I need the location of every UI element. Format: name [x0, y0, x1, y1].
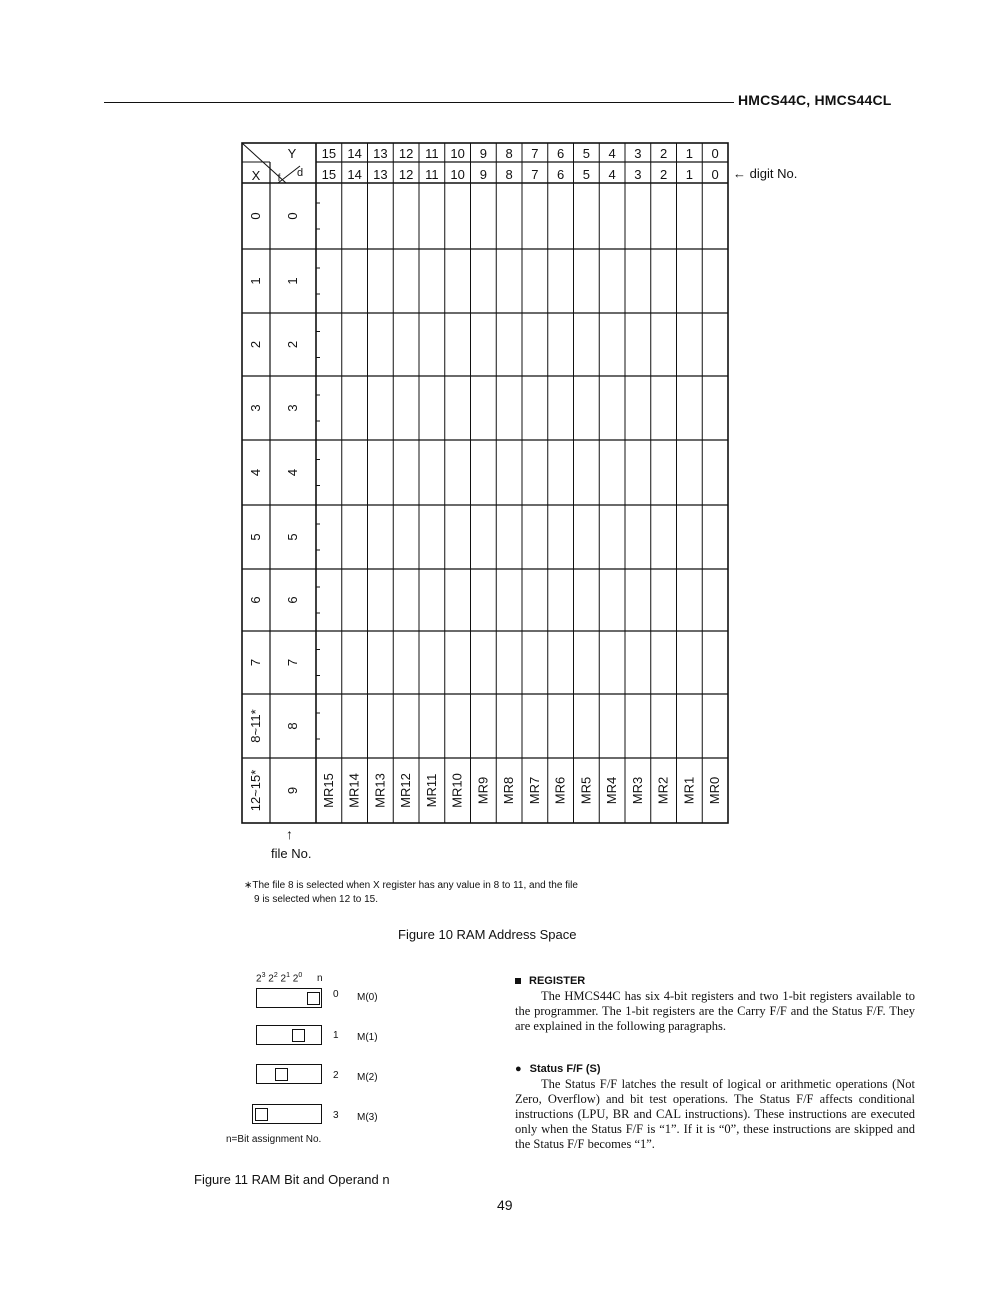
file-label: 9	[285, 786, 300, 795]
bit-marker	[255, 1108, 268, 1121]
register-body: The HMCS44C has six 4-bit registers and two 1-bit registers available to the programmer. The 1-bit registers are the Carry F/F and the Status F/F. They are explained in the following paragraphs.	[515, 989, 915, 1033]
mr-label: MR11	[423, 773, 439, 808]
digit-value: 12	[398, 167, 414, 182]
status-body: The Status F/F latches the result of logical or arithmetic operations (Not Zero, Overflow) and bit test operations. The Status F/F affects conditional instructions (LPU, BR and CAL instructions). These instructions are executed only when the Status F/F is “1”. If it is “0”, these instructions are skipped and the Status F/F becomes “1”.	[515, 1077, 915, 1151]
file-label: 2	[285, 340, 300, 349]
x-label: 2	[248, 340, 263, 349]
digit-value: 10	[450, 167, 465, 182]
register-heading: REGISTER	[515, 974, 915, 989]
x-label: 6	[248, 596, 263, 604]
digit-value: 2	[660, 167, 668, 182]
mr-label: MR2	[655, 776, 671, 805]
mr-label: MR14	[346, 773, 362, 808]
bit-n-0: 0	[333, 989, 339, 1000]
file-label: 7	[285, 658, 300, 667]
digit-value: 15	[321, 167, 337, 182]
mr-label: MR3	[629, 776, 645, 805]
y-value: 9	[479, 146, 487, 161]
y-value: 4	[608, 146, 616, 161]
digit-value: 5	[582, 167, 590, 182]
bit-box-2	[256, 1064, 322, 1084]
digit-value: 6	[557, 167, 565, 182]
figure11-caption: Figure 11 RAM Bit and Operand n	[194, 1172, 390, 1187]
file-label: 5	[285, 533, 300, 541]
x-label: 7	[248, 658, 263, 667]
x-label: 12~15*	[248, 769, 263, 812]
digit-value: 7	[531, 167, 539, 182]
y-value: 15	[321, 146, 337, 161]
mr-label: MR7	[526, 776, 542, 805]
mr-label: MR8	[501, 776, 517, 805]
corner-f-label: f	[277, 173, 281, 184]
bit-label-3: M(3)	[357, 1112, 378, 1123]
y-value: 7	[531, 146, 539, 161]
corner-d-label: d	[296, 167, 304, 179]
bit-n-1: 1	[333, 1030, 339, 1041]
y-value: 11	[425, 146, 439, 161]
status-heading: ● Status F/F (S)	[515, 1063, 601, 1075]
mr-label: MR9	[475, 776, 491, 805]
square-bullet-icon	[515, 978, 521, 984]
corner-y-label: Y	[287, 146, 297, 161]
digit-value: 1	[685, 167, 693, 182]
file-label: 0	[285, 212, 300, 220]
bit-label-0: M(0)	[357, 992, 378, 1003]
y-value: 0	[711, 146, 719, 161]
round-bullet-icon: ●	[515, 1063, 522, 1075]
mr-label: MR13	[372, 773, 388, 808]
table-border	[242, 143, 728, 823]
digit-note: ← digit No.	[733, 166, 798, 181]
up-arrow-icon: ↑	[286, 826, 293, 842]
bit-marker	[307, 992, 320, 1005]
header-title: HMCS44C, HMCS44CL	[738, 92, 892, 108]
y-value: 1	[685, 146, 693, 161]
footnote-line-1: ∗The file 8 is selected when X register has any value in 8 to 11, and the file	[244, 880, 578, 891]
digit-value: 14	[347, 167, 362, 182]
page-number: 49	[497, 1197, 513, 1213]
x-label: 1	[248, 277, 263, 285]
file-label: 8	[285, 722, 300, 730]
bit-box-1	[256, 1025, 322, 1045]
y-value: 8	[505, 146, 513, 161]
file-label: 1	[285, 277, 300, 285]
footnote-line-2: 9 is selected when 12 to 15.	[254, 894, 378, 905]
corner-x-label: X	[251, 168, 261, 183]
x-label: 8~11*	[248, 709, 263, 743]
file-label: 6	[285, 596, 300, 604]
file-label: 3	[285, 404, 300, 412]
y-value: 6	[557, 146, 565, 161]
bit-assignment-note: n=Bit assignment No.	[226, 1134, 322, 1145]
file-label: 4	[285, 468, 300, 477]
mr-label: MR1	[681, 776, 697, 805]
bit-box-3	[252, 1104, 322, 1124]
digit-value: 11	[425, 167, 439, 182]
x-label: 4	[248, 468, 263, 477]
mr-label: MR5	[578, 776, 594, 805]
digit-value: 0	[711, 167, 719, 182]
bit-marker	[292, 1029, 305, 1042]
bit-box-0	[256, 988, 322, 1008]
digit-value: 8	[505, 167, 513, 182]
y-value: 5	[582, 146, 590, 161]
digit-value: 13	[373, 167, 388, 182]
bit-weight-header: $2^3$ $2^2$ $2^1$ $2^0$ n	[256, 972, 323, 985]
status-section	[515, 1062, 915, 1152]
mr-label: MR6	[552, 776, 568, 805]
mr-label: MR10	[449, 773, 465, 808]
digit-value: 4	[608, 167, 616, 182]
y-value: 13	[373, 146, 388, 161]
file-no-label: file No.	[271, 846, 312, 861]
x-label: 3	[248, 404, 263, 412]
digit-value: 3	[634, 167, 642, 182]
mr-label: MR12	[398, 773, 414, 808]
bit-marker	[275, 1068, 288, 1081]
bit-n-3: 3	[333, 1110, 339, 1121]
y-value: 2	[660, 146, 668, 161]
register-section	[515, 974, 915, 1034]
figure10-footnote	[244, 879, 684, 907]
digit-value: 9	[479, 167, 487, 182]
figure10-caption: Figure 10 RAM Address Space	[398, 927, 577, 942]
y-value: 10	[450, 146, 465, 161]
bit-label-1: M(1)	[357, 1032, 378, 1043]
x-label: 5	[248, 533, 263, 541]
bit-label-2: M(2)	[357, 1072, 378, 1083]
y-value: 3	[634, 146, 642, 161]
mr-label: MR15	[320, 773, 336, 808]
x-label: 0	[248, 212, 263, 220]
bit-n-2: 2	[333, 1070, 339, 1081]
mr-label: MR0	[707, 776, 723, 805]
y-value: 12	[398, 146, 414, 161]
mr-label: MR4	[604, 776, 620, 805]
y-value: 14	[347, 146, 362, 161]
